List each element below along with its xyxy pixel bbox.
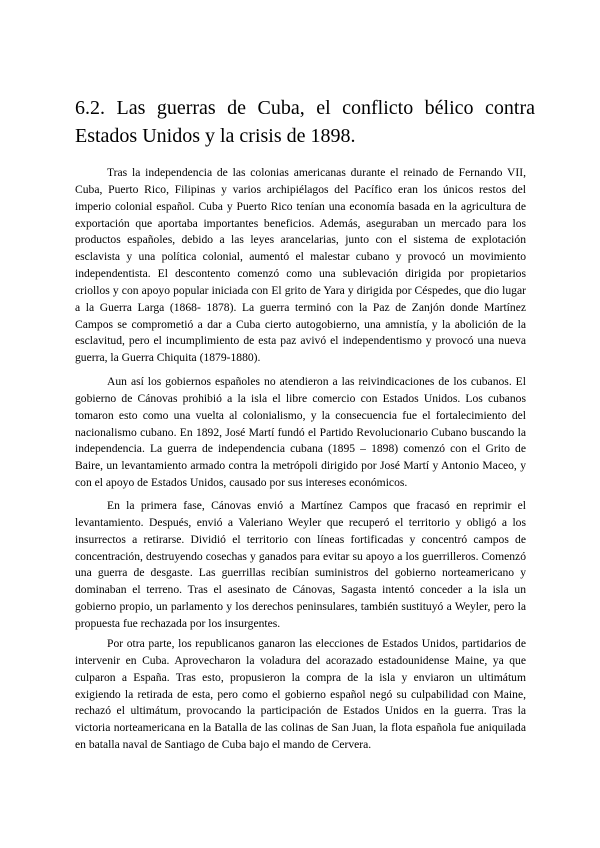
paragraph-2: Aun así los gobiernos españoles no atendieron a las reivindicaciones de los cubanos. El gobierno de Cánovas prohibió a la isla el libre comercio con Estados Unidos. Los cubanos tomaron esto como una vuelta al colonialismo, y la consecuencia fue el fortalecimiento del nacionalismo cubano. En 1892, José Martí fundó el Partido Revolucionario Cubano buscando la independencia. La guerra de independencia cubana (1895 – 1898) comenzó con el Grito de Baire, un levantamiento armado contra la metrópoli dirigido por José Martí y Antonio Maceo, y con el apoyo de Estados Unidos, causado por sus intereses económicos. [75, 375, 526, 490]
paragraph-1: Tras la independencia de las colonias americanas durante el reinado de Fernando VII, Cuba, Puerto Rico, Filipinas y varios archipiélagos del Pacífico eran los únicos restos del imperio colonial español. Cuba y Puerto Rico tenían una economía basada en la agricultura de exportación que aportaba importantes beneficios. Además, aseguraban un mercado para los productos españoles, debido a las leyes arancelarias, junto con el sistema de explotación esclavista y una política colonial, aumentó el malestar cubano y provocó un movimiento independentista. El descontento comenzó como una sublevación dirigida por propietarios criollos y con apoyo popular iniciada con El grito de Yara y dirigida por Céspedes, que dio lugar a la Guerra Larga (1868- 1878). La guerra terminó con la Paz de Zanjón donde Martínez Campos se comprometió a dar a Cuba cierto autogobierno, una amnistía, y la abolición de la esclavitud, pero el incumplimiento de esta paz avivó el independentismo y provocó una nueva guerra, la Guerra Chiquita (1879-1880). [75, 166, 526, 365]
paragraph-3: En la primera fase, Cánovas envió a Martínez Campos que fracasó en reprimir el levantamiento. Después, envió a Valeriano Weyler que recuperó el territorio y obligó a los insurrectos a retirarse. Dividió el territorio con líneas fortificadas y concentró campos de concentración, destruyendo cosechas y ganados para evitar su apoyo a los guerrilleros. Comenzó una guerra de desgaste. Las guerrillas recibían suministros del gobierno norteamericano y dominaban el terreno. Tras el asesinato de Cánovas, Sagasta intentó conceder a la isla un gobierno propio, un parlamento y los derechos peninsulares, también sustituyó a Weyler, pero la propuesta fue rechazada por los insurgentes. [75, 499, 526, 630]
section-title [75, 94, 535, 150]
paragraph-4: Por otra parte, los republicanos ganaron las elecciones de Estados Unidos, partidarios de intervenir en Cuba. Aprovecharon la voladura del acorazado estadounidense Maine, ya que culparon a España. Tras esto, propusieron la compra de la isla y enviaron un ultimátum exigiendo la retirada de esta, pero como el gobierno español negó su culpabilidad con Maine, rechazó el ultimátum, provocando la participación de Estados Unidos en la guerra. Tras la victoria norteamericana en la Batalla de las colinas de San Juan, la flota española fue aniquilada en batalla naval de Santiago de Cuba bajo el mando de Cervera. [75, 637, 526, 752]
section-title-line-1: 6.2. Las guerras de Cuba, el conflicto bélico contra [75, 97, 535, 119]
section-title-line-2: Estados Unidos y la crisis de 1898. [75, 125, 356, 147]
